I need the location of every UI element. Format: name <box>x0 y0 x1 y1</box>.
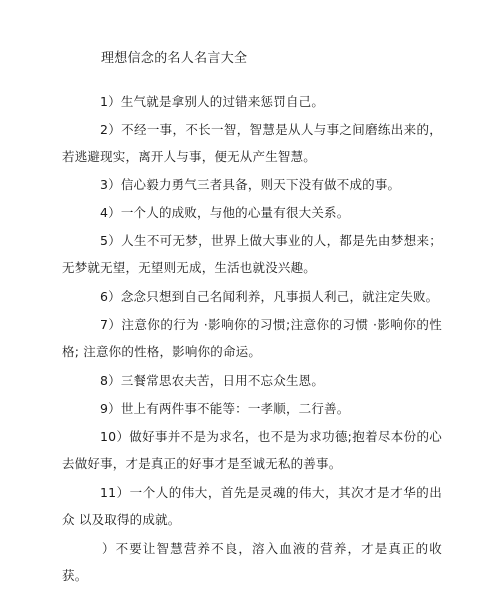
quote-1: 1）生气就是拿别人的过错来惩罚自己。 <box>100 94 325 109</box>
quote-11: 11）一个人的伟大，首先是灵魂的伟大，其次才是才华的出众 以及取得的成就。 <box>62 485 442 527</box>
quote-12: ）不要让智慧营养不良，溶入血液的营养，才是真正的收获。 <box>62 541 442 583</box>
quote-8: 8）三餐常思农夫苦，日用不忘众生恩。 <box>100 373 325 388</box>
quote-2: 2）不经一事，不长一智，智慧是从人与事之间磨练出来的， 若逃避现实，离开人与事，便无从产生智慧。 <box>62 122 442 164</box>
quote-10: 10）做好事并不是为求名，也不是为求功德;抱着尽本份的心 去做好事，才是真正的好事才是至诚无私的善事。 <box>62 429 442 471</box>
quote-5: 5）人生不可无梦，世界上做大事业的人，都是先由梦想来； 无梦就无望，无望则无成，生活也就没兴趣。 <box>62 233 442 275</box>
quote-6: 6）念念只想到自己名闻利养，凡事损人利己，就注定失败。 <box>100 289 439 304</box>
quote-7: 7）注意你的行为 ·影响你的习惯;注意你的习惯 ·影响你的性 格; 注意你的性格，影响你的命运。 <box>62 317 442 359</box>
quote-3: 3）信心毅力勇气三者具备，则天下没有做不成的事。 <box>100 177 401 192</box>
quote-4: 4）一个人的成败，与他的心量有很大关系。 <box>100 205 350 220</box>
quote-9: 9）世上有两件事不能等：一孝顺，二行善。 <box>100 401 350 416</box>
document-title: 理想信念的名人名言大全 <box>101 51 248 66</box>
